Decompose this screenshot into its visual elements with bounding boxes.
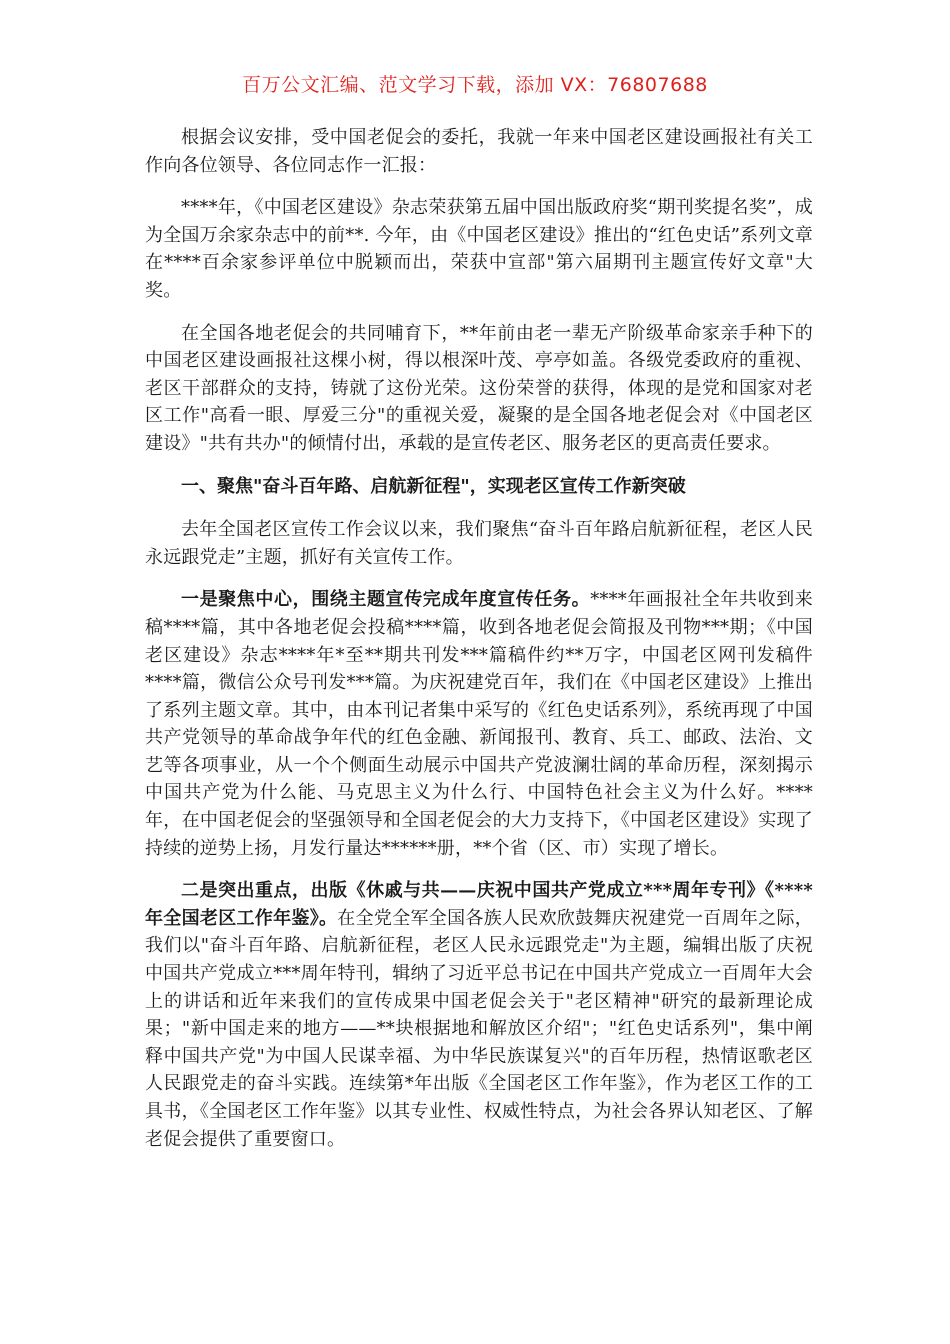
paragraph-growth: 在全国各地老促会的共同哺育下，**年前由老一辈无产阶级革命家亲手种下的中国老区建设画报社这棵小树，得以根深叶茂、亭亭如盖。各级党委政府的重视、老区干部群众的支持，铸就了这份光荣。这份荣誉的获得，体现的是党和国家对老区工作"高看一眼、厚爱三分"的重视关爱，凝聚的是全国各地老促会对《中国老区建设》"共有共办"的倾情付出，承载的是宣传老区、服务老区的更高责任要求。 bbox=[145, 322, 813, 454]
point-two-lead: 二是突出重点，出版《休戚与共——庆祝中国共产党成立***周年专刊》《****年全国老区工作年鉴》。 bbox=[145, 880, 813, 929]
paragraph-theme: 去年全国老区宣传工作会议以来，我们聚焦“奋斗百年路启航新征程，老区人民永远跟党走”主题，抓好有关宣传工作。 bbox=[145, 519, 813, 568]
paragraph-intro: 根据会议安排，受中国老促会的委托，我就一年来中国老区建设画报社有关工作向各位领导、各位同志作一汇报： bbox=[145, 127, 813, 176]
point-two-text: 在全党全军全国各族人民欢欣鼓舞庆祝建党一百周年之际，我们以"奋斗百年路、启航新征程，老区人民永远跟党走"为主题，编辑出版了庆祝中国共产党成立***周年特刊，辑纳了习近平总书记在中国共产党成立一百周年大会上的讲话和近年来我们的宣传成果中国老促会关于"老区精神"研究的最新理论成果；"新中国走来的地方——**块根据地和解放区介绍"；"红色史话系列"，集中阐释中国共产党"为中国人民谋幸福、为中华民族谋复兴"的百年历程，热情讴歌老区人民跟党走的奋斗实践。连续第*年出版《全国老区工作年鉴》，作为老区工作的工具书，《全国老区工作年鉴》以其专业性、权威性特点，为社会各界认知老区、了解老促会提供了重要窗口。 bbox=[145, 907, 813, 1150]
point-one-lead: 一是聚焦中心，围绕主题宣传完成年度宣传任务。 bbox=[181, 589, 591, 611]
paragraph-point-two bbox=[145, 877, 813, 1153]
point-one-text: ****年画报社全年共收到来稿****篇，其中各地老促会投稿****篇，收到各地老促会简报及刊物***期；《中国老区建设》杂志****年*至**期共刊发***篇稿件约**万字，中国老区网刊发稿件****篇，微信公众号刊发***篇。为庆祝建党百年，我们在《中国老区建设》上推出了系列主题文章。其中，由本刊记者集中采写的《红色史话系列》，系统再现了中国共产党领导的革命战争年代的红色金融、新闻报刊、教育、兵工、邮政、法治、文艺等各项事业，从一个个侧面生动展示中国共产党波澜壮阔的革命历程，深刻揭示中国共产党为什么能、马克思主义为什么行、中国特色社会主义为什么好。****年，在中国老促会的坚强领导和全国老促会的大力支持下，《中国老区建设》实现了持续的逆势上扬，月发行量达******册，**个省（区、市）实现了增长。 bbox=[145, 589, 813, 859]
watermark-header: 百万公文汇编、范文学习下载，添加 VX：76807688 bbox=[242, 74, 708, 96]
document-body bbox=[145, 124, 813, 1168]
section-heading-1: 一、聚焦"奋斗百年路、启航新征程"，实现老区宣传工作新突破 bbox=[181, 475, 686, 497]
paragraph-award: ****年，《中国老区建设》杂志荣获第五届中国出版政府奖“期刊奖提名奖”，成为全国万余家杂志中的前**. 今年，由《中国老区建设》推出的“红色史话”系列文章在****百余家参评单位中脱颖而出，荣获中宣部"第六届期刊主题宣传好文章"大奖。 bbox=[145, 197, 813, 301]
paragraph-point-one bbox=[145, 586, 813, 862]
